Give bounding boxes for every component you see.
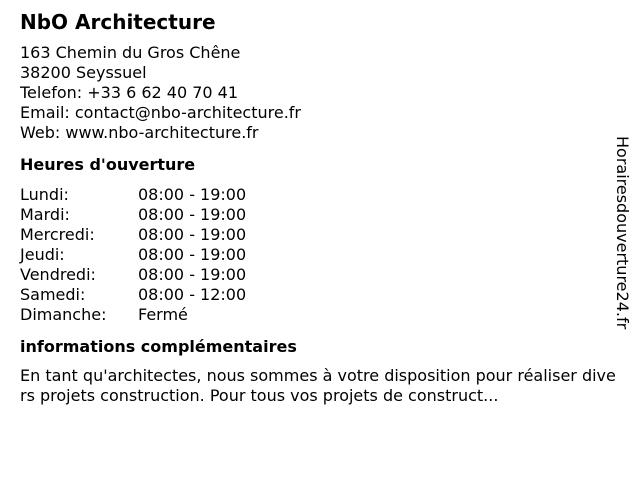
day-hours: 08:00 - 19:00	[138, 205, 247, 224]
day-label: Mercredi:	[20, 225, 95, 244]
watermark-text: Horairesdouverture24.fr	[613, 136, 632, 330]
day-hours: 08:00 - 12:00	[138, 285, 247, 304]
hours-row-mardi	[20, 205, 620, 225]
day-label: Lundi:	[20, 185, 69, 204]
additional-info-text: En tant qu'architectes, nous sommes à votre disposition pour réaliser divers projets construction. Pour tous vos projets de construct...	[20, 366, 616, 405]
day-hours: 08:00 - 19:00	[138, 225, 247, 244]
day-label: Dimanche:	[20, 305, 107, 324]
hours-row-lundi	[20, 185, 620, 205]
day-label: Jeudi:	[20, 245, 65, 264]
hours-row-dimanche	[20, 305, 620, 325]
hours-row-mercredi	[20, 225, 620, 245]
company-name: NbO Architecture	[20, 10, 216, 34]
additional-info-title: informations complémentaires	[20, 337, 297, 356]
day-label: Vendredi:	[20, 265, 96, 284]
postal-city: 38200 Seyssuel	[20, 63, 147, 82]
watermark-container	[612, 136, 632, 346]
hours-row-jeudi	[20, 245, 620, 265]
hours-row-samedi	[20, 285, 620, 305]
street-address: 163 Chemin du Gros Chêne	[20, 43, 241, 62]
day-hours: Fermé	[138, 305, 188, 324]
day-label: Mardi:	[20, 205, 70, 224]
day-hours: 08:00 - 19:00	[138, 245, 247, 264]
business-card	[20, 10, 620, 406]
phone-number: Telefon: +33 6 62 40 70 41	[20, 83, 239, 102]
hours-row-vendredi	[20, 265, 620, 285]
day-hours: 08:00 - 19:00	[138, 265, 247, 284]
opening-hours-table	[20, 185, 620, 325]
website: Web: www.nbo-architecture.fr	[20, 123, 259, 142]
email-address: Email: contact@nbo-architecture.fr	[20, 103, 302, 122]
opening-hours-title: Heures d'ouverture	[20, 155, 196, 174]
day-label: Samedi:	[20, 285, 86, 304]
contact-block	[20, 43, 620, 143]
day-hours: 08:00 - 19:00	[138, 185, 247, 204]
